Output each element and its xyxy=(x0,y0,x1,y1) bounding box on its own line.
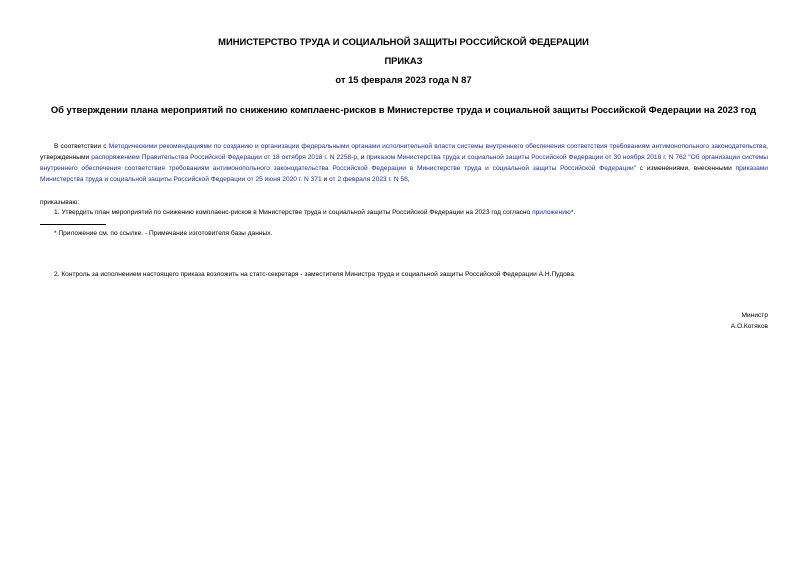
preamble-text-2: , утвержденными xyxy=(40,143,768,161)
doc-type-heading: ПРИКАЗ xyxy=(384,55,423,66)
link-ministry-order-762[interactable]: приказом Министерства труда и социальной защиты Российской Федерации от 30 ноября 2018 г. N 762 "Об организации системы внутреннего обеспечения соответствия требованиям антимонопольного законодательства Российской Федерации в Министерстве труда и социальной защиты Российской Федерации" xyxy=(40,154,769,172)
page-title: Об утверждении плана мероприятий по снижению комплаенс-рисков в Министерстве труда и социальной защиты Российской Федерации на 2023 год xyxy=(50,104,757,115)
preamble-text-4: с изменениями, внесенными xyxy=(636,165,736,172)
preamble-text-6: , xyxy=(407,176,410,183)
signature-name: А.О.Котяков xyxy=(730,323,768,330)
preamble-text-5: и xyxy=(321,176,329,183)
preamble-paragraph xyxy=(40,141,768,185)
item-1 xyxy=(54,207,575,218)
item-2: 2. Контроль за исполнением настоящего приказа возложить на статс-секретаря - заместителя Министра труда и социальной защиты Российской Федерации А.Н.Пудова. xyxy=(54,271,576,278)
link-ministry-order-58[interactable]: от 2 февраля 2023 г. N 58 xyxy=(329,176,408,183)
preamble-text-3: , и xyxy=(357,154,367,161)
item-1-text: 1. Утвердить план мероприятий по снижению комплаенс-рисков в Министерстве труда и социальной защиты Российской Федерации на 2023 год согласно xyxy=(54,209,533,216)
footnote: * Приложение см. по ссылке. - Примечание изготовителя базы данных. xyxy=(54,230,273,237)
signature-position: Министр xyxy=(741,312,768,319)
order-word: приказываю: xyxy=(40,199,80,206)
date-number-heading: от 15 февраля 2023 года N 87 xyxy=(335,74,472,85)
item-1-suffix: *. xyxy=(570,209,576,216)
link-methodical-recommendations[interactable]: Методическими рекомендациями по созданию и организации федеральными органами исполнительной власти системы внутреннего обеспечения соответствия требованиям антимонопольного законодательства xyxy=(108,143,767,150)
footnote-divider xyxy=(40,224,106,225)
link-appendix[interactable]: приложению xyxy=(532,209,571,216)
link-ministry-order-371[interactable]: приказами Министерства труда и социальной защиты Российской Федерации от 25 июня 2020 г. N 371 xyxy=(40,165,768,183)
ministry-heading: МИНИСТЕРСТВО ТРУДА И СОЦИАЛЬНОЙ ЗАЩИТЫ РОССИЙСКОЙ ФЕДЕРАЦИИ xyxy=(218,36,589,47)
link-government-order[interactable]: распоряжением Правительства Российской Федерации от 18 октября 2018 г. N 2258-р xyxy=(91,154,358,161)
preamble-text-1: В соответствии с xyxy=(54,143,109,150)
